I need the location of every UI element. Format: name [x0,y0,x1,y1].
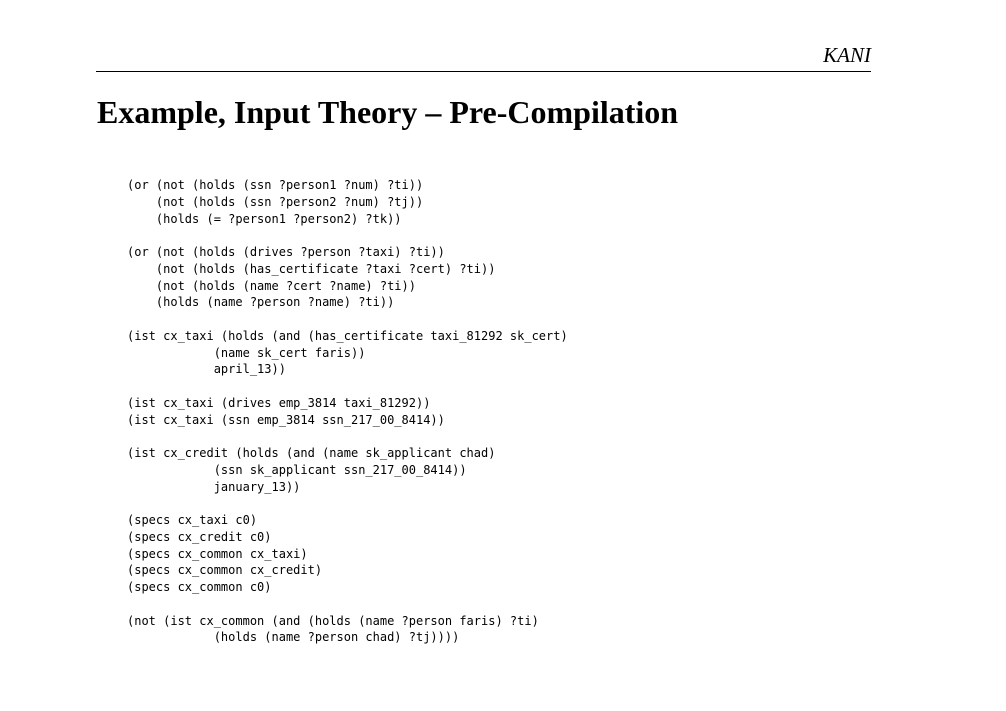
code-block [127,177,568,646]
code-line: (not (holds (has_certificate ?taxi ?cert) ?ti)) [127,261,496,276]
code-line: (or (not (holds (ssn ?person1 ?num) ?ti)) [127,178,424,192]
code-line: (ist cx_taxi (drives emp_3814 taxi_81292)) [127,395,431,410]
header-tag: KANI [823,43,871,67]
code-line: (ist cx_taxi (ssn emp_3814 ssn_217_00_8414)) [127,412,445,427]
code-line [127,596,568,613]
code-line: (not (holds (ssn ?person2 ?num) ?tj)) [127,194,424,209]
code-line [127,378,568,395]
code-line: (ist cx_credit (holds (and (name sk_applicant chad) [127,446,496,460]
code-line: (ist cx_taxi (holds (and (has_certificate taxi_81292 sk_cert) [127,328,568,343]
code-line: (name sk_cert faris)) [127,345,366,360]
code-line: (ssn sk_applicant ssn_217_00_8414)) [127,462,467,477]
slide-title: Example, Input Theory – Pre-Compilation [97,94,679,130]
code-line [127,227,568,244]
code-line: (not (ist cx_common (and (holds (name ?person faris) ?ti) [127,613,539,628]
code-line: (specs cx_common c0) [127,580,272,594]
code-line: (specs cx_credit c0) [127,529,272,544]
code-line [127,311,568,328]
code-line: (specs cx_taxi c0) [127,513,258,527]
code-line: (holds (name ?person chad) ?tj)))) [127,630,460,645]
header-rule [96,71,871,72]
code-line: (not (holds (name ?cert ?name) ?ti)) [127,278,416,293]
code-line [127,495,568,512]
code-line: april_13)) [127,362,286,377]
code-line [127,428,568,445]
code-line: (specs cx_common cx_credit) [127,563,323,578]
code-line: (holds (name ?person ?name) ?ti)) [127,295,395,310]
code-line: (holds (= ?person1 ?person2) ?tk)) [127,211,402,226]
code-line: (or (not (holds (drives ?person ?taxi) ?ti)) [127,245,445,259]
code-line: january_13)) [127,479,301,494]
code-line: (specs cx_common cx_taxi) [127,546,308,561]
